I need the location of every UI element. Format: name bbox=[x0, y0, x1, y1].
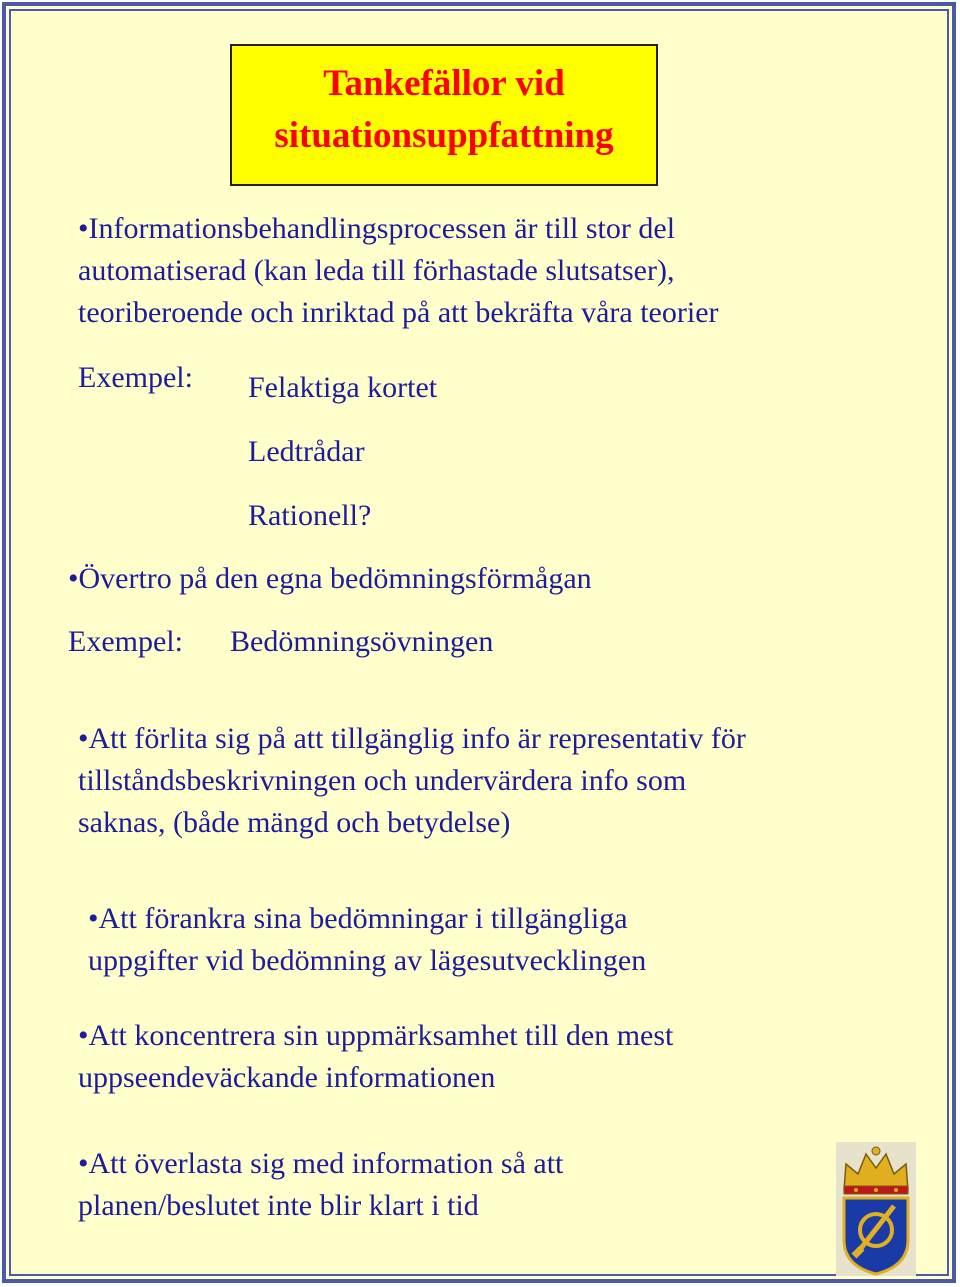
title-line-1: Tankefällor vid bbox=[323, 63, 565, 104]
title-box bbox=[230, 44, 658, 186]
bullet-3-line-1: •Att förlita sig på att tillgänglig info är representativ för bbox=[78, 722, 746, 755]
bullet-3-line-3: saknas, (både mängd och betydelse) bbox=[78, 806, 511, 839]
bullet-1-line-2: automatiserad (kan leda till förhastade slutsatser), bbox=[78, 254, 675, 287]
bullet-3-line-2: tillståndsbeskrivningen och undervärdera info som bbox=[78, 764, 687, 797]
bullet-1-line-1: •Informationsbehandlingsprocessen är till stor del bbox=[78, 212, 676, 245]
example-item-felaktiga-kortet: Felaktiga kortet bbox=[248, 371, 438, 404]
title-line-2: situationsuppfattning bbox=[274, 115, 614, 156]
bullet-1-line-3: teoriberoende och inriktad på att bekräfta våra teorier bbox=[78, 296, 719, 329]
bullet-2-line-1: •Övertro på den egna bedömningsförmågan bbox=[68, 562, 592, 595]
bullet-5-line-2: uppseendeväckande informationen bbox=[78, 1061, 496, 1094]
example-item-bedomningsovningen: Bedömningsövningen bbox=[230, 625, 494, 658]
bullet-4-line-1: •Att förankra sina bedömningar i tillgängliga bbox=[88, 902, 628, 935]
bullet-4-line-2: uppgifter vid bedömning av lägesutvecklingen bbox=[88, 944, 647, 977]
bullet-6-line-1: •Att överlasta sig med information så att bbox=[78, 1147, 564, 1180]
crest-logo bbox=[836, 1142, 916, 1276]
example-item-ledtradar: Ledtrådar bbox=[248, 435, 365, 468]
example-label-1: Exempel: bbox=[78, 361, 193, 394]
example-item-rationell: Rationell? bbox=[248, 499, 372, 532]
shield-icon bbox=[844, 1198, 908, 1274]
example-label-2: Exempel: bbox=[68, 625, 183, 658]
bullet-5-line-1: •Att koncentrera sin uppmärksamhet till den mest bbox=[78, 1019, 674, 1052]
bullet-6-line-2: planen/beslutet inte blir klart i tid bbox=[78, 1189, 479, 1222]
